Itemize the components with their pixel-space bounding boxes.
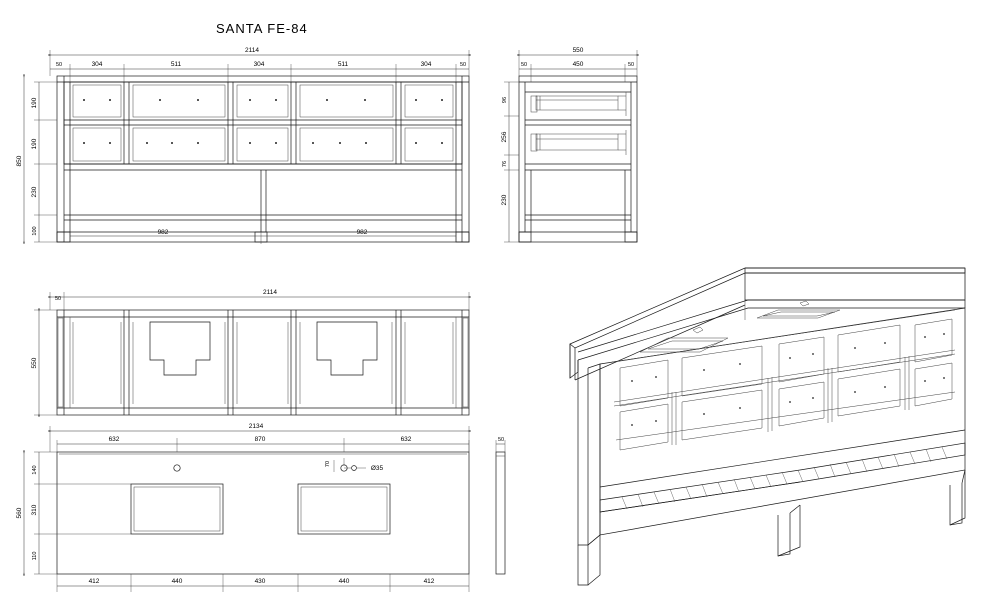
cabinet-plan-geometry xyxy=(57,310,469,415)
dim-front-top-5: 511 xyxy=(337,61,349,68)
dim-side-top-1: 50 xyxy=(520,62,528,68)
dim-front-bottom-2: 982 xyxy=(356,229,368,236)
dim-front-top-6: 304 xyxy=(420,61,432,68)
dim-side-left-4: 230 xyxy=(501,194,508,206)
dim-side-left-3: 76 xyxy=(502,160,508,168)
dim-top-bottom-2: 440 xyxy=(171,578,183,585)
dim-front-left-1: 190 xyxy=(31,97,38,109)
dim-top-left-1: 140 xyxy=(32,465,38,475)
dim-plan-depth: 550 xyxy=(31,357,38,369)
dim-side-top-3: 50 xyxy=(627,62,635,68)
dim-front-left-3: 230 xyxy=(31,186,38,198)
dim-side-left-1: 96 xyxy=(502,96,508,104)
dim-front-top-1: 50 xyxy=(55,62,63,68)
dim-plan-left-mark: 50 xyxy=(54,296,62,302)
dim-side-overall-depth: 550 xyxy=(572,47,584,54)
dim-plan-overall-width: 2114 xyxy=(263,289,277,296)
side-elevation-geometry xyxy=(519,76,637,242)
dim-faucet-hole-diameter: Ø35 xyxy=(370,465,384,472)
front-elevation-geometry xyxy=(57,76,469,242)
dim-top-left-3: 110 xyxy=(32,551,38,561)
dim-front-top-7: 50 xyxy=(459,62,467,68)
dim-front-bottom-1: 982 xyxy=(157,229,169,236)
countertop-plan-geometry xyxy=(57,452,505,574)
dim-top-left-2: 310 xyxy=(31,504,38,516)
dim-front-overall-height: 850 xyxy=(16,155,23,167)
dim-top-bottom-5: 412 xyxy=(423,578,435,585)
dim-top-bottom-4: 440 xyxy=(338,578,350,585)
dim-top-side-thickness: 50 xyxy=(497,437,505,443)
dim-top-chain-3: 632 xyxy=(400,436,412,443)
dim-front-top-3: 511 xyxy=(170,61,182,68)
dim-front-left-4: 100 xyxy=(32,226,38,236)
dim-top-overall-depth: 560 xyxy=(16,507,23,519)
dim-side-top-2: 450 xyxy=(572,61,584,68)
dim-side-left-2: 256 xyxy=(501,131,508,143)
dim-faucet-offset: 70 xyxy=(325,460,331,468)
dim-front-top-4: 304 xyxy=(253,61,265,68)
dim-front-overall-width: 2114 xyxy=(245,47,259,54)
dim-top-chain-2: 870 xyxy=(254,436,266,443)
dim-top-bottom-1: 412 xyxy=(88,578,100,585)
dim-front-left-2: 190 xyxy=(31,138,38,150)
drawing-title: SANTA FE-84 xyxy=(216,21,308,36)
dim-top-overall-width: 2134 xyxy=(248,423,264,430)
isometric-view-geometry xyxy=(570,268,965,585)
dim-top-bottom-3: 430 xyxy=(254,578,266,585)
dim-top-chain-1: 632 xyxy=(108,436,120,443)
dim-front-top-2: 304 xyxy=(91,61,103,68)
